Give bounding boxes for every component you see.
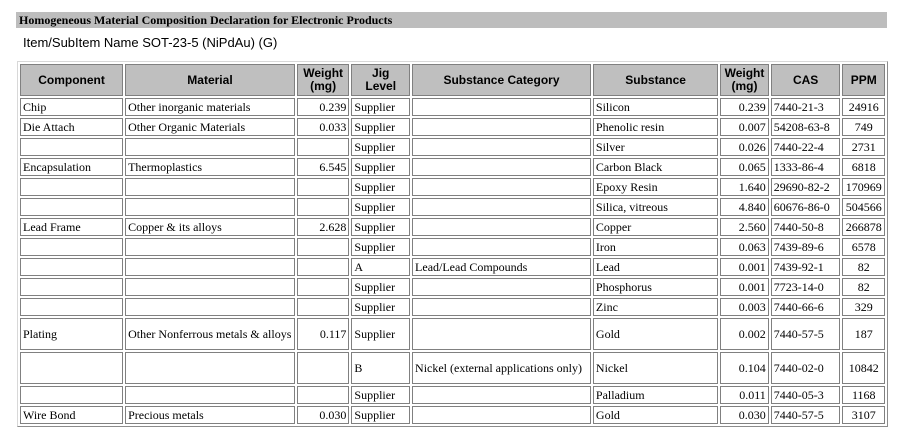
substance-cell: Gold — [593, 318, 718, 350]
ppm-cell: 329 — [842, 298, 885, 316]
material-cell — [125, 298, 295, 316]
cas-cell: 1333-86-4 — [771, 158, 841, 176]
substance-weight-cell: 0.239 — [720, 98, 769, 116]
material-cell — [125, 352, 295, 384]
jig-level-cell: A — [351, 258, 410, 276]
substance-cell: Nickel — [593, 352, 718, 384]
substance-cell: Phenolic resin — [593, 118, 718, 136]
substance-category-cell — [412, 298, 591, 316]
composition-table — [17, 61, 888, 427]
header-substance-weight: Weight (mg) — [720, 64, 769, 96]
substance-weight-cell: 0.001 — [720, 278, 769, 296]
ppm-cell: 1168 — [842, 386, 885, 404]
weight-cell — [297, 198, 350, 216]
substance-weight-cell: 0.011 — [720, 386, 769, 404]
material-cell: Precious metals — [125, 406, 295, 424]
jig-level-cell: Supplier — [351, 118, 410, 136]
substance-weight-cell: 0.007 — [720, 118, 769, 136]
substance-weight-cell: 0.030 — [720, 406, 769, 424]
material-cell: Thermoplastics — [125, 158, 295, 176]
substance-weight-cell: 0.002 — [720, 318, 769, 350]
table-row — [20, 178, 885, 196]
weight-cell — [297, 278, 350, 296]
weight-cell: 2.628 — [297, 218, 350, 236]
ppm-cell: 24916 — [842, 98, 885, 116]
weight-cell — [297, 258, 350, 276]
cas-cell: 7440-57-5 — [771, 318, 841, 350]
table-row — [20, 298, 885, 316]
jig-level-cell: Supplier — [351, 138, 410, 156]
component-cell — [20, 258, 123, 276]
substance-cell: Epoxy Resin — [593, 178, 718, 196]
material-cell — [125, 386, 295, 404]
jig-level-cell: Supplier — [351, 278, 410, 296]
material-cell — [125, 238, 295, 256]
cas-cell: 7440-66-6 — [771, 298, 841, 316]
table-row — [20, 118, 885, 136]
substance-category-cell: Nickel (external applications only) — [412, 352, 591, 384]
jig-level-cell: Supplier — [351, 218, 410, 236]
substance-category-cell — [412, 118, 591, 136]
substance-cell: Silver — [593, 138, 718, 156]
header-component: Component — [20, 64, 123, 96]
ppm-cell: 504566 — [842, 198, 885, 216]
component-cell: Encapsulation — [20, 158, 123, 176]
cas-cell: 60676-86-0 — [771, 198, 841, 216]
weight-cell: 0.117 — [297, 318, 350, 350]
substance-category-cell — [412, 238, 591, 256]
ppm-cell: 10842 — [842, 352, 885, 384]
header-substance: Substance — [593, 64, 718, 96]
substance-weight-cell: 0.065 — [720, 158, 769, 176]
ppm-cell: 266878 — [842, 218, 885, 236]
substance-category-cell — [412, 218, 591, 236]
cas-cell: 7440-21-3 — [771, 98, 841, 116]
jig-level-cell: Supplier — [351, 198, 410, 216]
jig-level-cell: Supplier — [351, 178, 410, 196]
item-name-label: Item/SubItem Name SOT-23-5 (NiPdAu) (G) — [23, 35, 278, 50]
substance-cell: Carbon Black — [593, 158, 718, 176]
material-cell — [125, 278, 295, 296]
cas-cell: 7440-22-4 — [771, 138, 841, 156]
title-banner — [16, 12, 887, 28]
material-cell — [125, 258, 295, 276]
material-cell — [125, 178, 295, 196]
weight-cell — [297, 138, 350, 156]
substance-cell: Silica, vitreous — [593, 198, 718, 216]
component-cell — [20, 278, 123, 296]
cas-cell: 7723-14-0 — [771, 278, 841, 296]
ppm-cell: 170969 — [842, 178, 885, 196]
component-cell: Chip — [20, 98, 123, 116]
weight-cell: 0.030 — [297, 406, 350, 424]
substance-category-cell — [412, 178, 591, 196]
substance-category-cell — [412, 158, 591, 176]
material-cell: Other inorganic materials — [125, 98, 295, 116]
jig-level-cell: Supplier — [351, 298, 410, 316]
header-cas: CAS — [771, 64, 841, 96]
table-row — [20, 258, 885, 276]
substance-category-cell — [412, 386, 591, 404]
cas-cell: 7440-50-8 — [771, 218, 841, 236]
table-row — [20, 218, 885, 236]
header-weight: Weight (mg) — [297, 64, 350, 96]
component-cell — [20, 138, 123, 156]
substance-category-cell — [412, 406, 591, 424]
header-jig-level: Jig Level — [351, 64, 410, 96]
substance-cell: Zinc — [593, 298, 718, 316]
substance-weight-cell: 0.026 — [720, 138, 769, 156]
ppm-cell: 6818 — [842, 158, 885, 176]
substance-cell: Phosphorus — [593, 278, 718, 296]
weight-cell — [297, 352, 350, 384]
component-cell — [20, 178, 123, 196]
table-row — [20, 158, 885, 176]
substance-weight-cell: 2.560 — [720, 218, 769, 236]
substance-category-cell: Lead/Lead Compounds — [412, 258, 591, 276]
material-cell — [125, 138, 295, 156]
cas-cell: 7440-05-3 — [771, 386, 841, 404]
substance-category-cell — [412, 198, 591, 216]
header-ppm: PPM — [842, 64, 885, 96]
jig-level-cell: B — [351, 352, 410, 384]
table-row — [20, 352, 885, 384]
table-row — [20, 198, 885, 216]
table-row — [20, 386, 885, 404]
table-row — [20, 318, 885, 350]
material-cell: Other Nonferrous metals & alloys — [125, 318, 295, 350]
substance-category-cell — [412, 278, 591, 296]
substance-weight-cell: 0.003 — [720, 298, 769, 316]
substance-cell: Copper — [593, 218, 718, 236]
table-row — [20, 406, 885, 424]
table-row — [20, 278, 885, 296]
ppm-cell: 6578 — [842, 238, 885, 256]
cas-cell: 7440-02-0 — [771, 352, 841, 384]
substance-weight-cell: 1.640 — [720, 178, 769, 196]
component-cell: Die Attach — [20, 118, 123, 136]
ppm-cell: 187 — [842, 318, 885, 350]
document-title: Homogeneous Material Composition Declaration for Electronic Products — [19, 13, 393, 27]
component-cell: Wire Bond — [20, 406, 123, 424]
header-substance-category: Substance Category — [412, 64, 591, 96]
component-cell: Lead Frame — [20, 218, 123, 236]
substance-cell: Silicon — [593, 98, 718, 116]
cas-cell: 7440-57-5 — [771, 406, 841, 424]
ppm-cell: 749 — [842, 118, 885, 136]
substance-cell: Iron — [593, 238, 718, 256]
table-row — [20, 238, 885, 256]
cas-cell: 7439-89-6 — [771, 238, 841, 256]
jig-level-cell: Supplier — [351, 318, 410, 350]
component-cell: Plating — [20, 318, 123, 350]
component-cell — [20, 352, 123, 384]
weight-cell — [297, 298, 350, 316]
substance-weight-cell: 0.104 — [720, 352, 769, 384]
weight-cell: 0.239 — [297, 98, 350, 116]
component-cell — [20, 198, 123, 216]
component-cell — [20, 238, 123, 256]
weight-cell — [297, 386, 350, 404]
substance-cell: Lead — [593, 258, 718, 276]
material-cell: Copper & its alloys — [125, 218, 295, 236]
ppm-cell: 82 — [842, 258, 885, 276]
jig-level-cell: Supplier — [351, 238, 410, 256]
jig-level-cell: Supplier — [351, 98, 410, 116]
material-cell: Other Organic Materials — [125, 118, 295, 136]
jig-level-cell: Supplier — [351, 158, 410, 176]
ppm-cell: 82 — [842, 278, 885, 296]
substance-category-cell — [412, 98, 591, 116]
component-cell — [20, 298, 123, 316]
table-row — [20, 98, 885, 116]
weight-cell: 0.033 — [297, 118, 350, 136]
substance-cell: Gold — [593, 406, 718, 424]
header-row — [20, 64, 885, 96]
header-material: Material — [125, 64, 295, 96]
component-cell — [20, 386, 123, 404]
table-row — [20, 138, 885, 156]
substance-category-cell — [412, 138, 591, 156]
ppm-cell: 2731 — [842, 138, 885, 156]
substance-cell: Palladium — [593, 386, 718, 404]
weight-cell — [297, 178, 350, 196]
cas-cell: 29690-82-2 — [771, 178, 841, 196]
cas-cell: 7439-92-1 — [771, 258, 841, 276]
cas-cell: 54208-63-8 — [771, 118, 841, 136]
substance-weight-cell: 0.063 — [720, 238, 769, 256]
substance-category-cell — [412, 318, 591, 350]
substance-weight-cell: 0.001 — [720, 258, 769, 276]
jig-level-cell: Supplier — [351, 406, 410, 424]
substance-weight-cell: 4.840 — [720, 198, 769, 216]
material-cell — [125, 198, 295, 216]
weight-cell: 6.545 — [297, 158, 350, 176]
weight-cell — [297, 238, 350, 256]
jig-level-cell: Supplier — [351, 386, 410, 404]
ppm-cell: 3107 — [842, 406, 885, 424]
